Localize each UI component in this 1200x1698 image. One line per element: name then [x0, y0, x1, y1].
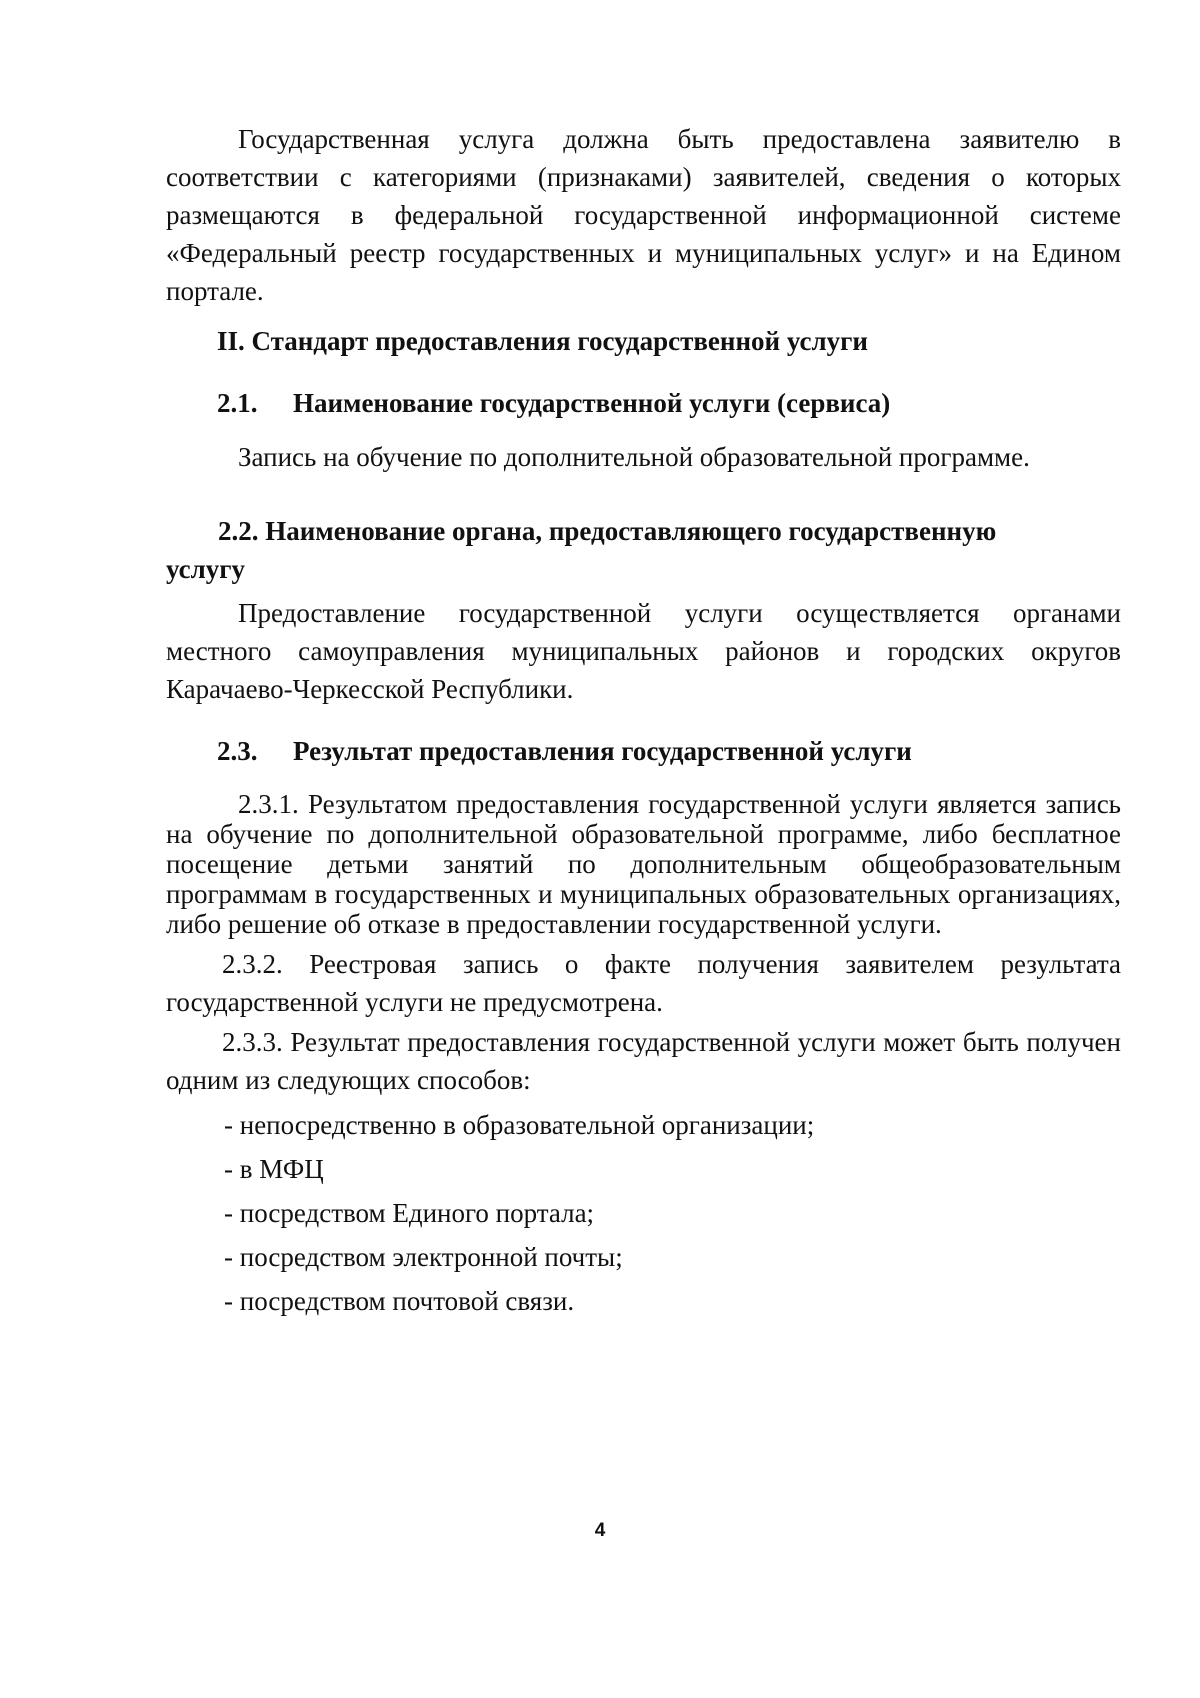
- intro-block: [166, 120, 1121, 310]
- intro-paragraph: Государственная услуга должна быть предоставлена заявителю в соответствии с категориями (признаками) заявителей, сведения о которых размещаются в федеральной государственной информационной системе «Федеральный реестр государственных и муниципальных услуг» и на Едином портале.: [166, 124, 1121, 306]
- block-2-1: [166, 438, 1121, 476]
- result-methods-list: [224, 1106, 814, 1326]
- block-2-3: [166, 789, 1121, 1099]
- page-number: 4: [594, 1520, 606, 1541]
- section-heading: II. Стандарт предоставления государственной услуги: [217, 326, 868, 356]
- list-item: - посредством Единого портала;: [224, 1198, 595, 1228]
- heading-2-2-title: 2.2. Наименование органа, предоставляющего государственную услугу: [166, 516, 997, 584]
- heading-2-1: [217, 384, 890, 422]
- heading-2-1-title: Наименование государственной услуги (сервиса): [293, 388, 891, 418]
- block-2-2: [166, 594, 1121, 708]
- heading-2-3: [217, 732, 912, 770]
- paragraph-2-3-3: 2.3.3. Результат предоставления государственной услуги может быть получен одним из следующих способов:: [166, 1027, 1121, 1095]
- heading-2-3-number: 2.3.: [217, 736, 258, 766]
- paragraph-2-1: Запись на обучение по дополнительной образовательной программе.: [238, 442, 1030, 472]
- list-item: - в МФЦ: [224, 1154, 324, 1184]
- list-item: - посредством электронной почты;: [224, 1242, 623, 1272]
- heading-2-1-number: 2.1.: [217, 388, 258, 418]
- paragraph-2-3-2: 2.3.2. Реестровая запись о факте получения заявителем результата государственной услуги не предусмотрена.: [166, 949, 1121, 1017]
- list-item: - непосредственно в образовательной организации;: [224, 1110, 815, 1140]
- paragraph-2-2: Предоставление государственной услуги осуществляется органами местного самоуправления муниципальных районов и городских округов Карачаево-Черкесской Республики.: [166, 598, 1121, 704]
- list-item: - посредством почтовой связи.: [224, 1286, 575, 1316]
- paragraph-2-3-1: 2.3.1. Результатом предоставления государственной услуги является запись на обучение по дополнительной образовательной программе, либо бесплатное посещение детьми занятий по дополнительным общеобразовательным программам в государственных и муниципальных образовательных организациях, либо решение об отказе в предоставлении государственной услуги.: [166, 789, 1121, 939]
- heading-2-2: [166, 512, 1046, 588]
- heading-2-3-title: Результат предоставления государственной услуги: [293, 736, 912, 766]
